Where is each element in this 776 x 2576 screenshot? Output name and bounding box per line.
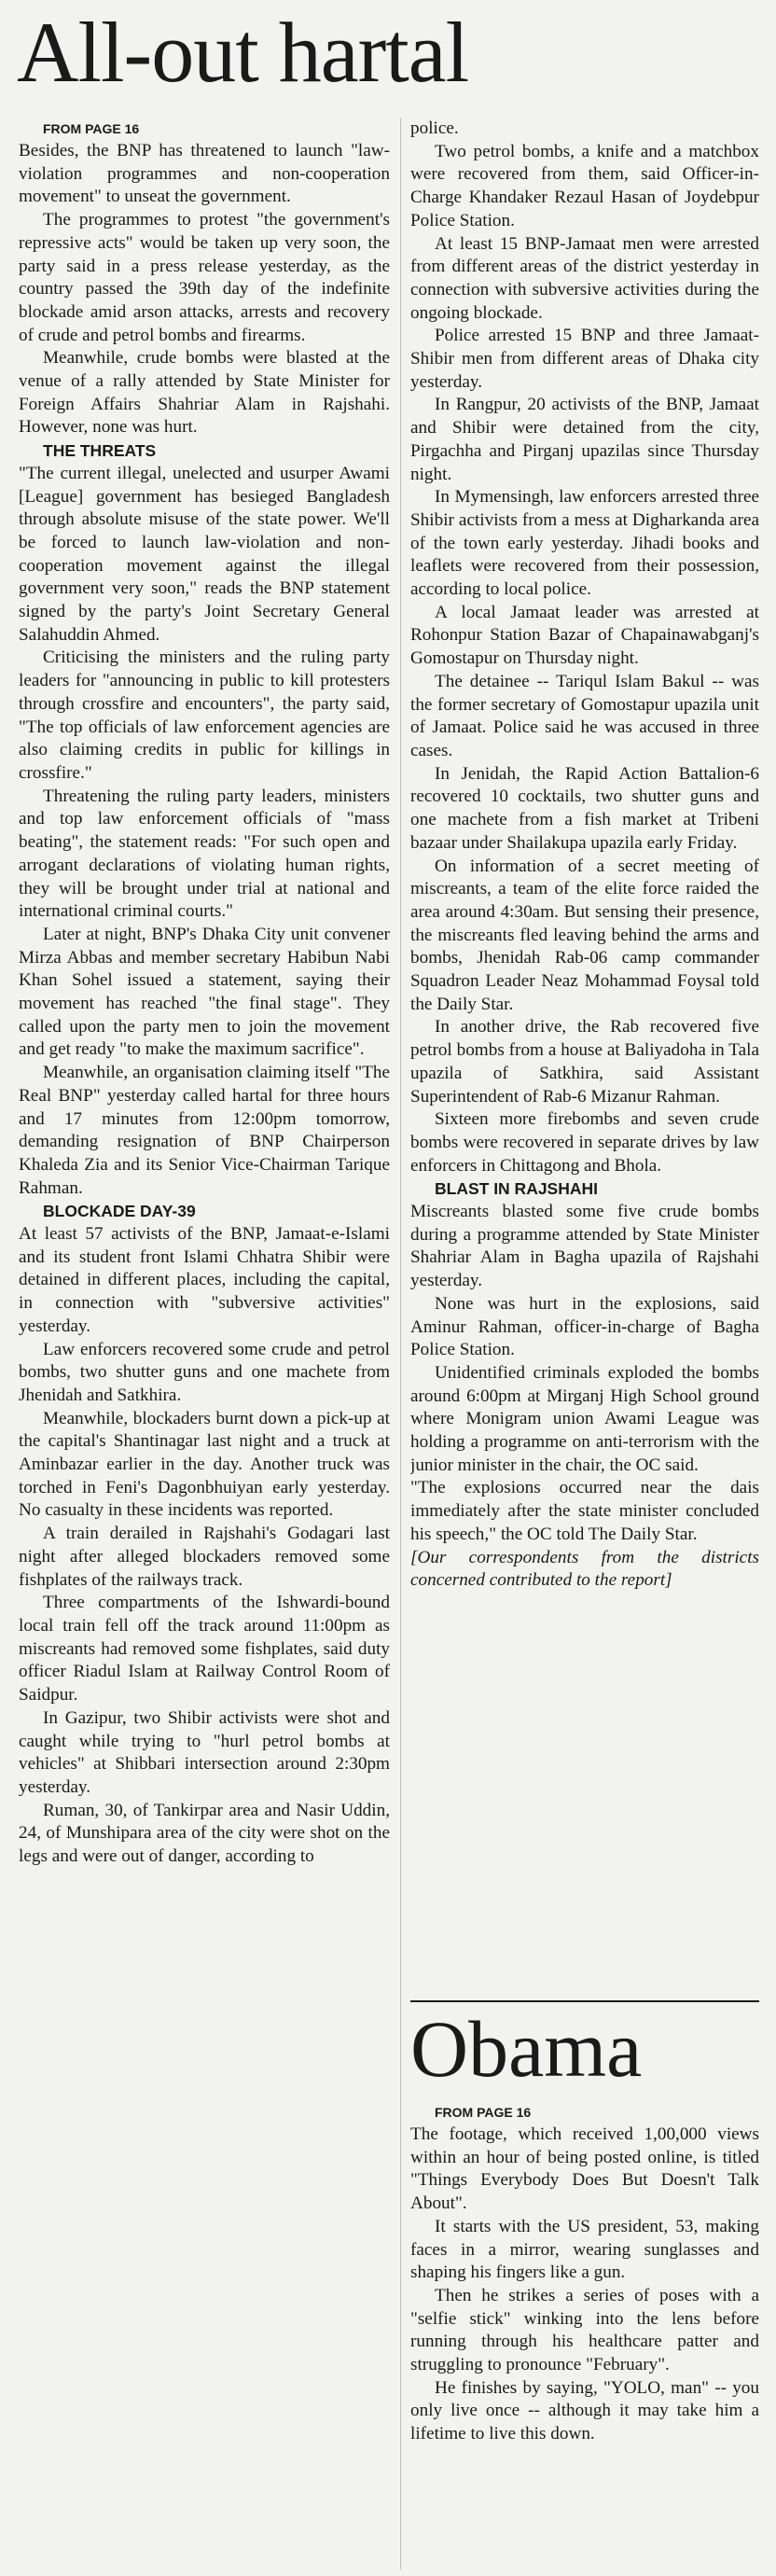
paragraph: Criticising the ministers and the ruling party leaders for "announcing in public to kill protesters through crossfire and encounters", the party said, "The top officials of law enforcement agencies are also claiming credits in public for killings in crossfire." bbox=[19, 647, 390, 783]
paragraph: Then he strikes a series of poses with a "selfie stick" winking into the lens before running through his healthcare patter and struggling to pronounce "February". bbox=[410, 2285, 759, 2375]
headline-obama: Obama bbox=[410, 2004, 643, 2094]
paragraph: Two petrol bombs, a knife and a matchbox were recovered from them, said Officer-in-Charge Khandaker Rezaul Hasan of Joydebpur Police Station. bbox=[410, 141, 759, 230]
paragraph: "The current illegal, unelected and usurper Awami [League] government has besieged Bangladesh through absolute misuse of the state power. We'll be forced to launch law-violation and non-cooperation movement against the illegal government very soon," reads the BNP statement signed by the party's Joint Secretary General Salahuddin Ahmed. bbox=[19, 463, 390, 645]
paragraph: "The explosions occurred near the dais immediately after the state minister concluded his speech," the OC told The Daily Star. bbox=[410, 1478, 759, 1544]
paragraph: The programmes to protest "the government's repressive acts" would be taken up very soon, the party said in a press release yesterday, as the country passed the 39th day of the indefinite blockade amid arson attacks, arrests and recovery of crude and petrol bombs and firearms. bbox=[19, 210, 390, 345]
story-obama-column bbox=[410, 2101, 759, 2568]
paragraph: A local Jamaat leader was arrested at Rohonpur Station Bazar of Chapainawabganj's Gomostapur on Thursday night. bbox=[410, 602, 759, 669]
paragraph: Meanwhile, an organisation claiming itself "The Real BNP" yesterday called hartal for three hours and 17 minutes from 12:00pm tomorrow, demanding resignation of BNP Chairperson Khaleda Zia and its Senior Vice-Chairman Tarique Rahman. bbox=[19, 1063, 390, 1198]
paragraph: At least 15 BNP-Jamaat men were arrested from different areas of the district yesterday in connection with subversive activities during the ongoing blockade. bbox=[410, 233, 759, 323]
paragraph: In Mymensingh, law enforcers arrested three Shibir activists from a mess at Digharkanda area of the town early yesterday. Jihadi books and leaflets were recovered from their possession, according to local police. bbox=[410, 487, 759, 600]
paragraph: Meanwhile, crude bombs were blasted at the venue of a rally attended by State Minister for Foreign Affairs Shahriar Alam in Rajshahi. However, none was hurt. bbox=[19, 348, 390, 438]
paragraph: In Rangpur, 20 activists of the BNP, Jamaat and Shibir were detained from the city, Pirgachha and Pirganj upazilas since Thursday night. bbox=[410, 395, 759, 484]
story-hartal-body-right bbox=[410, 118, 759, 1593]
paragraph: police. bbox=[410, 118, 459, 138]
contributor-note: [Our correspondents from the districts concerned contributed to the report] bbox=[410, 1547, 759, 1591]
paragraph: Law enforcers recovered some crude and petrol bombs, two shutter guns and one machete from Jhenidah and Satkhira. bbox=[19, 1339, 390, 1405]
paragraph: On information of a secret meeting of miscreants, a team of the elite force raided the area around 4:30am. But sensing their presence, the miscreants fled leaving behind the arms and bombs, Jhenidah Rab-06 camp commander Squadron Leader Neaz Mohammad Foysal told the Daily Star. bbox=[410, 856, 759, 1014]
paragraph: Besides, the BNP has threatened to launch "law-violation programmes and non-cooperation movement" to unseat the government. bbox=[19, 141, 390, 207]
subheading: BLOCKADE DAY-39 bbox=[43, 1202, 196, 1221]
paragraph: In Gazipur, two Shibir activists were shot and caught while trying to "hurl petrol bombs at vehicles" at Shibbari intersection around 2:30pm yesterday. bbox=[19, 1707, 390, 1797]
subheading: BLAST IN RAJSHAHI bbox=[435, 1179, 599, 1199]
paragraph: Meanwhile, blockaders burnt down a pick-up at the capital's Shantinagar last night and a truck at Aminbazar earlier in the day. Another truck was torched in Feni's Dagonbhuiyan early yesterday. No casualty in these incidents was reported. bbox=[19, 1408, 390, 1521]
paragraph: He finishes by saying, "YOLO, man" -- you only live once -- although it may take him a lifetime to live this down. bbox=[410, 2377, 759, 2444]
paragraph: Three compartments of the Ishwardi-bound local train fell off the track around 11:00pm as miscreants had removed some fishplates, said duty officer Riadul Islam at Railway Control Room of Saidpur. bbox=[19, 1593, 390, 1706]
paragraph: At least 57 activists of the BNP, Jamaat-e-Islami and its student front Islami Chhatra Shibir were detained in different places, including the capital, in connection with "subversive activities" yesterday. bbox=[19, 1224, 390, 1336]
paragraph: The footage, which received 1,00,000 views within an hour of being posted online, is titled "Things Everybody Does But Doesn't Talk About". bbox=[410, 2124, 759, 2214]
paragraph: Ruman, 30, of Tankirpar area and Nasir Uddin, 24, of Munshipara area of the city were shot on the legs and were out of danger, according to bbox=[19, 1800, 390, 1867]
column-divider bbox=[400, 118, 401, 2569]
story-hartal-body-left bbox=[19, 140, 390, 1869]
headline-all-out-hartal: All-out hartal bbox=[17, 5, 469, 100]
paragraph: A train derailed in Rajshahi's Godagari last night after alleged blockaders removed some fishplates of the railways track. bbox=[19, 1524, 390, 1590]
story-divider bbox=[410, 2000, 759, 2002]
dateline-obama: FROM PAGE 16 bbox=[435, 2105, 532, 2120]
dateline: FROM PAGE 16 bbox=[43, 121, 140, 136]
paragraph: None was hurt in the explosions, said Aminur Rahman, officer-in-charge of Bagha Police Station. bbox=[410, 1293, 759, 1360]
story-hartal-column-right bbox=[410, 118, 759, 2002]
paragraph: Later at night, BNP's Dhaka City unit convener Mirza Abbas and member secretary Habibun Nabi Khan Sohel issued a statement, saying their movement has reached "the final stage". They called upon the party men to join the movement and get ready "to make the maximum sacrifice". bbox=[19, 924, 390, 1060]
story-hartal-column-left bbox=[19, 118, 390, 2569]
paragraph: Police arrested 15 BNP and three Jamaat-Shibir men from different areas of Dhaka city yesterday. bbox=[410, 326, 759, 392]
subheading: THE THREATS bbox=[43, 441, 157, 461]
paragraph: Threatening the ruling party leaders, ministers and top law enforcement officials of "mass beating", the statement reads: "For such open and arrogant declarations of violating human rights, they will be brought under trial at national and international criminal courts." bbox=[19, 786, 390, 922]
paragraph: Sixteen more firebombs and seven crude bombs were recovered in separate drives by law enforcers in Chittagong and Bhola. bbox=[410, 1109, 759, 1176]
paragraph: The detainee -- Tariqul Islam Bakul -- was the former secretary of Gomostapur upazila unit of Jamaat. Police said he was accused in three cases. bbox=[410, 671, 759, 760]
paragraph: It starts with the US president, 53, making faces in a mirror, wearing sunglasses and shaping his fingers like a gun. bbox=[410, 2216, 759, 2283]
paragraph: Miscreants blasted some five crude bombs during a programme attended by State Minister Shahriar Alam in Bagha upazila of Rajshahi yesterday. bbox=[410, 1202, 759, 1291]
story-obama-body bbox=[410, 2123, 759, 2446]
paragraph: In another drive, the Rab recovered five petrol bombs from a house at Baliyadoha in Tala upazila of Satkhira, said Assistant Superintendent of Rab-6 Mizanur Rahman. bbox=[410, 1017, 759, 1107]
paragraph: In Jenidah, the Rapid Action Battalion-6 recovered 10 cocktails, two shutter guns and one machete from a fish market at Tribeni bazaar under Shailakupa upazila early Friday. bbox=[410, 763, 759, 853]
paragraph: Unidentified criminals exploded the bombs around 6:00pm at Mirganj High School ground where Monigram union Awami League was holding a programme on anti-terrorism with the junior minister in the chair, the OC said. bbox=[410, 1362, 759, 1475]
